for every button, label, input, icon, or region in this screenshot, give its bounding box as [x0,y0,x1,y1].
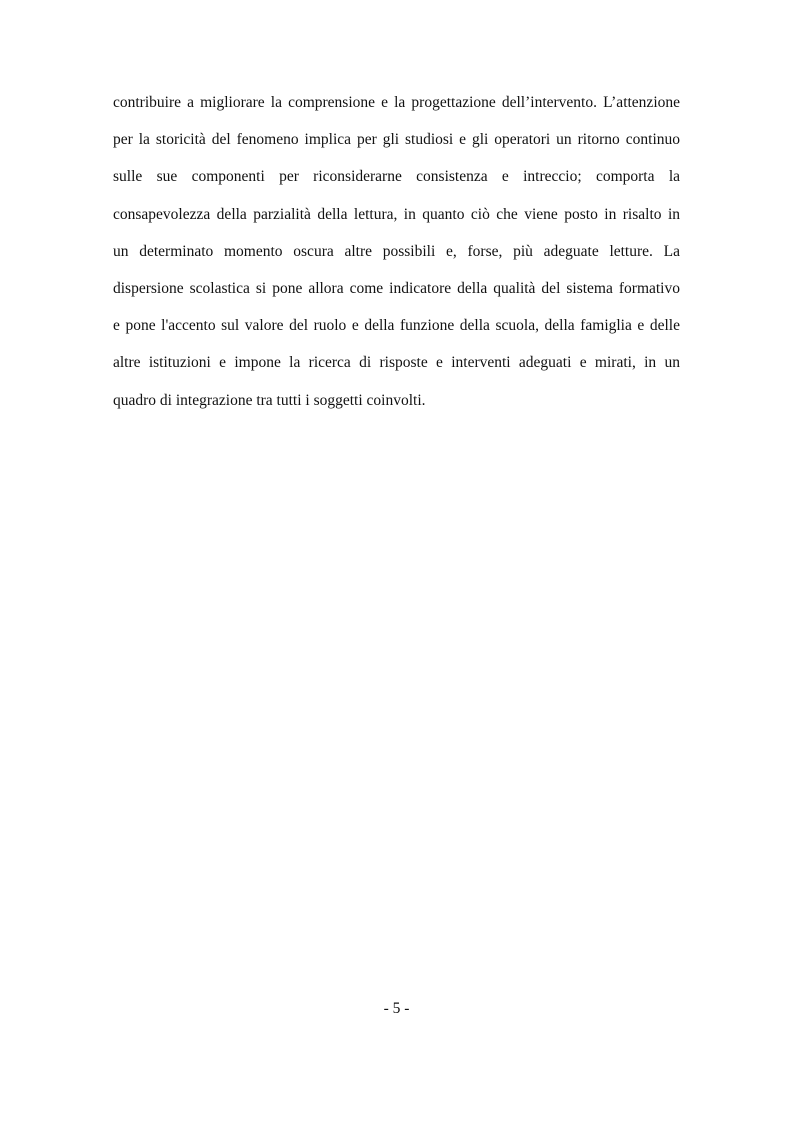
paragraph-line: quadro di integrazione tra tutti i soggetti coinvolti. [113,391,426,409]
paragraph-line: altre istituzioni e impone la ricerca di risposte e interventi adeguati e mirati, in un [113,354,680,372]
paragraph-line: dispersione scolastica si pone allora come indicatore della qualità del sistema formativo [113,279,680,297]
page-number: - 5 - [383,1000,410,1017]
paragraph-line: consapevolezza della parzialità della lettura, in quanto ciò che viene posto in risalto in [113,205,680,223]
body-paragraph [113,90,680,425]
paragraph-line: contribuire a migliorare la comprensione e la progettazione dell’intervento. L’attenzione [113,94,680,111]
paragraph-line: un determinato momento oscura altre possibili e, forse, più adeguate letture. La [113,242,680,260]
paragraph-line: per la storicità del fenomeno implica per gli studiosi e gli operatori un ritorno continuo [113,131,680,149]
paragraph-line: e pone l'accento sul valore del ruolo e della funzione della scuola, della famiglia e delle [113,317,680,335]
paragraph-line: sulle sue componenti per riconsiderarne consistenza e intreccio; comporta la [113,168,680,186]
